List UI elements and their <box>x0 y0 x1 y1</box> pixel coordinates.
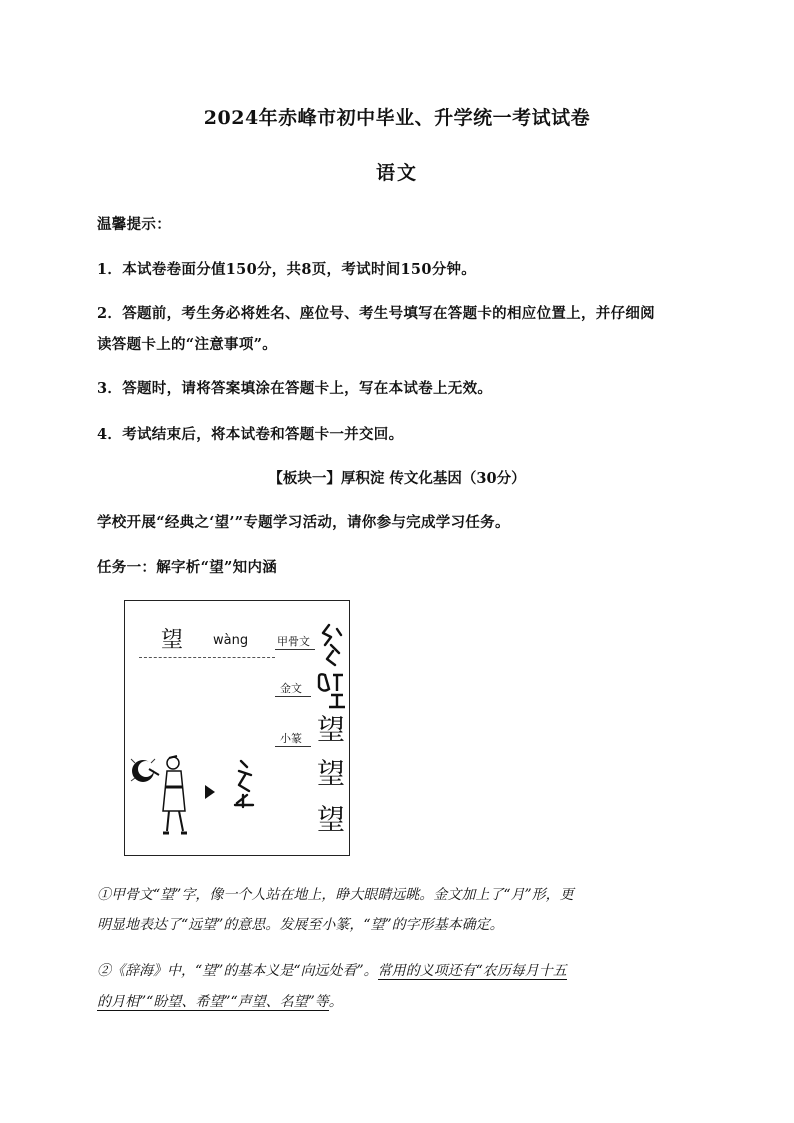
figure-pinyin: wàng <box>213 633 249 648</box>
regular-glyph: 望 <box>317 803 346 836</box>
notice-heading: 温馨提示： <box>97 216 171 233</box>
notice-item: 读答题卡上的“注意事项”。 <box>97 336 278 353</box>
label-underline <box>275 649 315 650</box>
activity-intro: 学校开展“经典之‘望’”专题学习活动，请你参与完成学习任务。 <box>97 514 510 531</box>
paragraph-2-line-1 <box>97 960 567 980</box>
paragraph-2-plain: ②《辞海》中，“望”的基本义是“向远处看”。 <box>97 963 378 979</box>
notice-item: 2．答题前，考生务必将姓名、座位号、考生号填写在答题卡的相应位置上，并仔细阅 <box>97 305 655 322</box>
section-title: 【板块一】厚积淀 传文化基因（30分） <box>268 470 526 487</box>
notice-item: 1．本试卷卷面分值150分，共8页，考试时间150分钟。 <box>97 261 477 278</box>
oracle-glyph-icon <box>315 623 347 669</box>
exam-title: 2024年赤峰市初中毕业、升学统一考试试卷 <box>203 107 591 129</box>
clerical-glyph: 望 <box>317 757 346 790</box>
figure-divider <box>139 657 275 658</box>
person-gazing-illustration <box>129 741 259 847</box>
paragraph-1-line-2: 明显地表达了“远望”的意思。发展至小篆，“望”的字形基本确定。 <box>97 917 504 933</box>
character-evolution-figure <box>124 600 350 856</box>
bronze-glyph-icon <box>315 671 347 711</box>
figure-character: 望 <box>161 628 184 653</box>
notice-item: 4．考试结束后，将本试卷和答题卡一并交回。 <box>97 426 404 443</box>
seal-glyph: 望 <box>317 713 346 746</box>
notice-item: 3．答题时，请将答案填涂在答题卡上，写在本试卷上无效。 <box>97 380 493 397</box>
label-underline <box>275 696 311 697</box>
task-heading: 任务一：解字析“望”知内涵 <box>97 559 278 576</box>
figure-label-bronze: 金文 <box>280 682 302 695</box>
paragraph-2-underlined: 的月相”“盼望、希望”“声望、名望”等 <box>97 994 329 1010</box>
paragraph-2-end: 。 <box>328 994 343 1010</box>
figure-label-oracle: 甲骨文 <box>277 635 310 648</box>
subject-title: 语文 <box>375 162 418 184</box>
paragraph-1-line-1: ①甲骨文“望”字，像一个人站在地上，睁大眼睛远眺。金文加上了“月”形，更 <box>97 887 574 903</box>
label-underline <box>275 746 311 747</box>
paragraph-2-underlined: 常用的义项还有“农历每月十五 <box>377 963 567 979</box>
figure-label-seal: 小篆 <box>280 732 302 745</box>
paragraph-2-line-2 <box>97 991 343 1011</box>
